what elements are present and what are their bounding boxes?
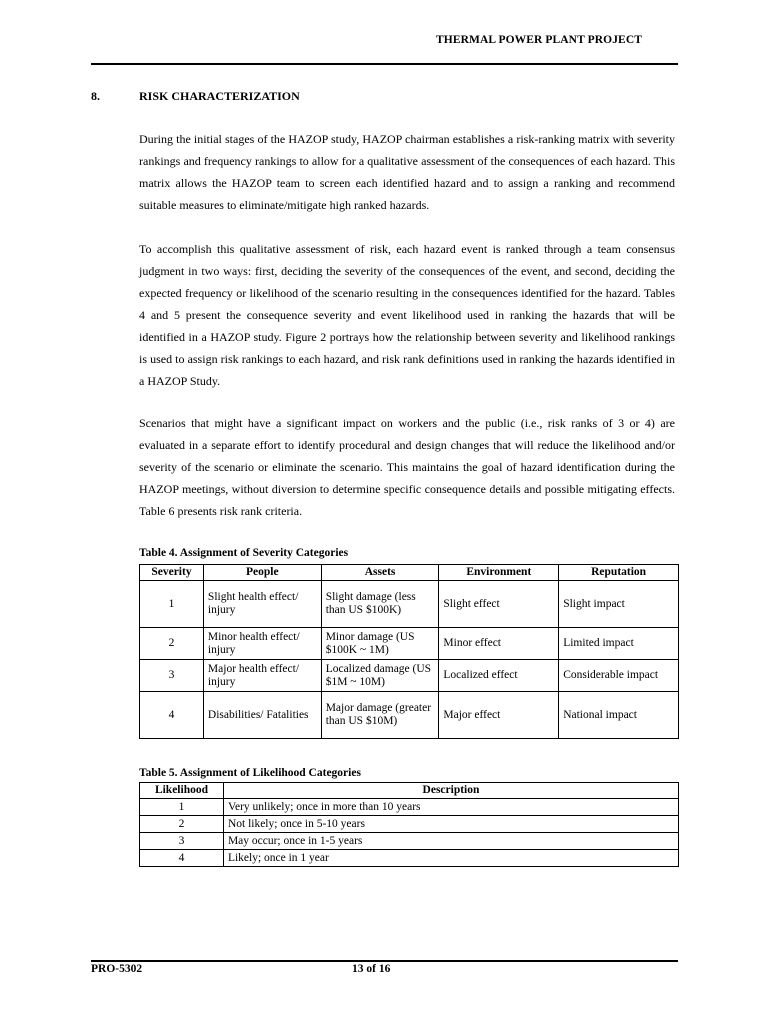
table-cell: Limited impact <box>559 628 679 660</box>
table-cell: Localized damage (US $1M ~ 10M) <box>321 660 439 692</box>
table-cell: Minor effect <box>439 628 559 660</box>
table-cell: 3 <box>140 833 224 850</box>
table-cell: Slight effect <box>439 581 559 628</box>
table-row <box>140 833 679 850</box>
paragraph: During the initial stages of the HAZOP study, HAZOP chairman establishes a risk-ranking matrix with severity rankings and frequency rankings to allow for a qualitative assessment of the consequences of each hazard. This matrix allows the HAZOP team to screen each identified hazard and to assign a ranking and recommend suitable measures to eliminate/mitigate high ranked hazards. <box>139 132 675 212</box>
paragraph: Scenarios that might have a significant impact on workers and the public (i.e., risk ranks of 3 or 4) are evaluated in a separate effort to identify procedural and design changes that will reduce the likelihood and/or severity of the scenario or eliminate the scenario. This maintains the goal of hazard identification during the HAZOP meetings, without diversion to determine specific consequence details and possible mitigating effects. Table 6 presents risk rank criteria. <box>139 416 675 518</box>
column-header: Description <box>223 783 678 799</box>
table-row <box>140 692 679 739</box>
document-code: PRO-5302 <box>91 963 143 975</box>
table-caption: Table 4. Assignment of Severity Categories <box>139 547 349 559</box>
table-cell: Not likely; once in 5-10 years <box>223 816 678 833</box>
table-row <box>140 628 679 660</box>
column-header: Likelihood <box>140 783 224 799</box>
table-cell: Major damage (greater than US $10M) <box>321 692 439 739</box>
table-caption: Table 5. Assignment of Likelihood Categories <box>139 767 361 779</box>
table-header-row <box>140 783 679 799</box>
table-cell: Minor damage (US $100K ~ 1M) <box>321 628 439 660</box>
table-row <box>140 799 679 816</box>
header-divider <box>91 63 678 65</box>
table-cell: 2 <box>140 628 204 660</box>
table-row <box>140 816 679 833</box>
table-cell: Likely; once in 1 year <box>223 850 678 867</box>
paragraph: To accomplish this qualitative assessment of risk, each hazard event is ranked through a team consensus judgment in two ways: first, deciding the severity of the consequences of the event, and second, deciding the expected frequency or likelihood of the scenario resulting in the consequences identified for the hazard. Tables 4 and 5 present the consequence severity and event likelihood used in ranking the hazards that will be identified in a HAZOP study. Figure 2 portrays how the relationship between severity and likelihood rankings is used to assign risk rankings to each hazard, and risk rank definitions used in ranking the hazards identified in a HAZOP Study. <box>139 242 675 388</box>
table-cell: 4 <box>140 692 204 739</box>
column-header: People <box>203 565 321 581</box>
table-cell: 1 <box>140 581 204 628</box>
table-cell: Minor health effect/ injury <box>203 628 321 660</box>
column-header: Severity <box>140 565 204 581</box>
table-cell: Slight health effect/ injury <box>203 581 321 628</box>
table-row <box>140 581 679 628</box>
table-cell: Disabilities/ Fatalities <box>203 692 321 739</box>
table-row <box>140 660 679 692</box>
likelihood-table <box>139 782 679 867</box>
document-title: THERMAL POWER PLANT PROJECT <box>436 34 642 46</box>
footer-divider <box>91 960 678 962</box>
table-cell: Considerable impact <box>559 660 679 692</box>
column-header: Environment <box>439 565 559 581</box>
table-cell: Major health effect/ injury <box>203 660 321 692</box>
table-cell: National impact <box>559 692 679 739</box>
table-cell: Slight damage (less than US $100K) <box>321 581 439 628</box>
table-cell: Slight impact <box>559 581 679 628</box>
section-number: 8. <box>91 89 100 103</box>
table-cell: 4 <box>140 850 224 867</box>
severity-table <box>139 564 679 739</box>
page-number: 13 of 16 <box>352 963 391 975</box>
table-cell: Very unlikely; once in more than 10 years <box>223 799 678 816</box>
table-cell: 3 <box>140 660 204 692</box>
column-header: Assets <box>321 565 439 581</box>
table-cell: 2 <box>140 816 224 833</box>
section-title: RISK CHARACTERIZATION <box>139 89 300 103</box>
table-cell: Major effect <box>439 692 559 739</box>
table-cell: 1 <box>140 799 224 816</box>
column-header: Reputation <box>559 565 679 581</box>
table-header-row <box>140 565 679 581</box>
table-cell: Localized effect <box>439 660 559 692</box>
table-cell: May occur; once in 1-5 years <box>223 833 678 850</box>
table-row <box>140 850 679 867</box>
